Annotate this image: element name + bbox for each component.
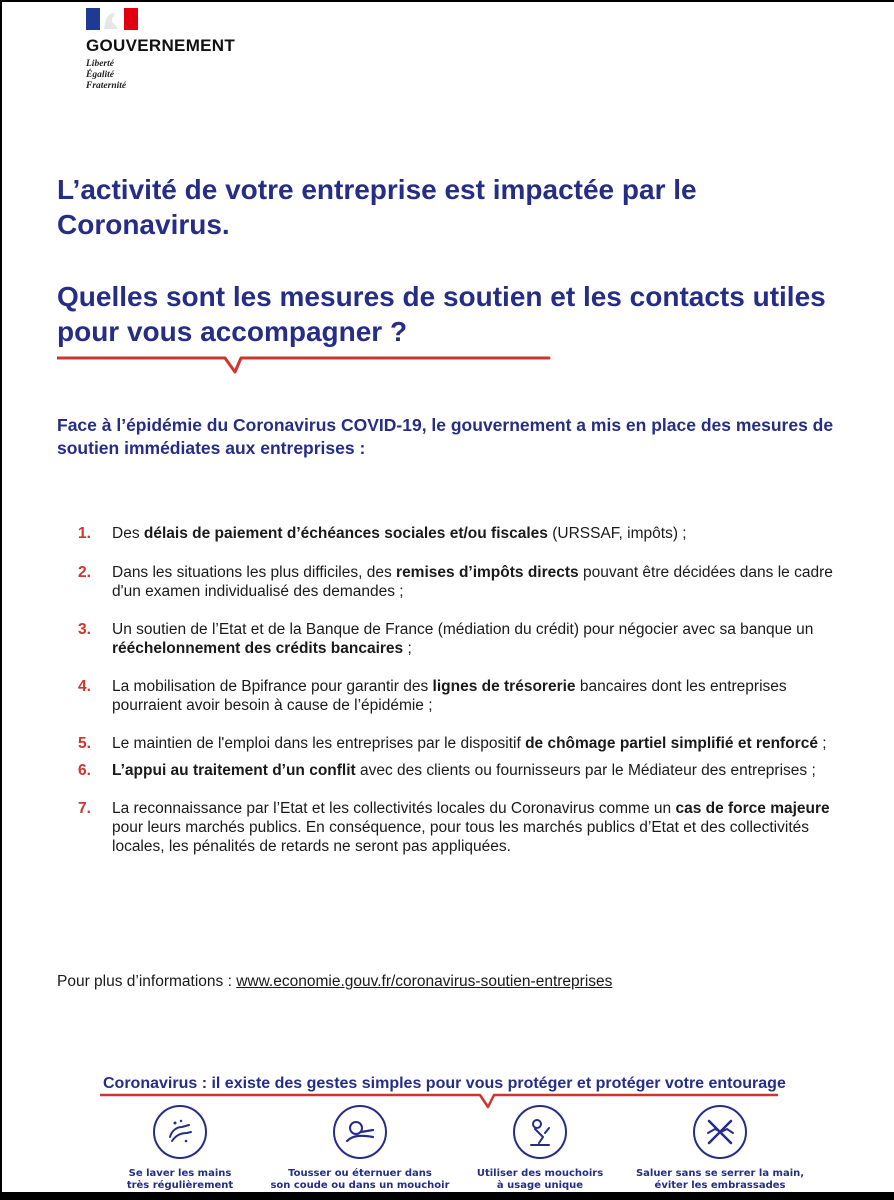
measure-text-part: ; xyxy=(817,735,827,752)
measure-number: 4. xyxy=(78,678,91,695)
title-underline xyxy=(57,355,552,377)
measures-list xyxy=(78,524,838,856)
measure-text xyxy=(112,524,838,543)
measure-number: 1. xyxy=(78,525,91,542)
measure-text-part: ; xyxy=(403,640,412,657)
measure-text-part: La mobilisation de Bpifrance pour garantir des xyxy=(112,678,433,695)
measure-number: 5. xyxy=(78,735,91,752)
intro-text: Face à l’épidémie du Coronavirus COVID-19, le gouvernement a mis en place des mesures de soutien immédiates aux entreprises : xyxy=(57,415,834,458)
gesture-hand-washing xyxy=(90,1105,270,1192)
measure-text xyxy=(112,563,838,601)
motto-egalite: Égalité xyxy=(86,70,114,80)
measure-item xyxy=(78,524,838,543)
measure-text-part: avec des clients ou fournisseurs par le Médiateur des entreprises ; xyxy=(355,762,816,779)
government-logo xyxy=(86,8,235,92)
measure-text xyxy=(112,799,838,856)
question-title: Quelles sont les mesures de soutien et les contacts utiles pour vous accompagner ? xyxy=(57,281,826,347)
measure-item xyxy=(78,620,838,658)
measure-item xyxy=(78,563,838,601)
measure-text-part: Un soutien de l’Etat et de la Banque de France (médiation du crédit) pour négocier avec sa banque un xyxy=(112,621,814,638)
gesture-tissue xyxy=(450,1105,630,1192)
frame-bottom-border xyxy=(0,1192,894,1200)
measure-emphasis: rééchelonnement des crédits bancaires xyxy=(112,640,404,657)
more-info-link[interactable]: www.economie.gouv.fr/coronavirus-soutien-entreprises xyxy=(236,973,613,990)
measure-item xyxy=(78,761,838,780)
logo-title: GOUVERNEMENT xyxy=(86,36,236,55)
gesture-no-handshake xyxy=(630,1105,810,1192)
gesture-label: Tousser ou éternuer dans son coude ou dans un mouchoir xyxy=(270,1168,450,1191)
measure-item xyxy=(78,734,838,753)
gesture-label: Utiliser des mouchoirs à usage unique xyxy=(476,1168,604,1191)
measure-item xyxy=(78,799,838,856)
gesture-elbow-cough xyxy=(270,1105,450,1192)
measure-emphasis: délais de paiement d’échéances sociales et/ou fiscales xyxy=(143,525,548,542)
measure-text-part: (URSSAF, impôts) ; xyxy=(547,525,687,542)
banner-title: Coronavirus : il existe des gestes simples pour vous protéger et protéger votre entourage xyxy=(103,1075,786,1092)
measure-text-part: pour leurs marchés publics. En conséquence, pour tous les marchés publics d’Etat et des collectivités locales, les pénalités de retards ne seront pas appliquées. xyxy=(112,819,809,855)
marianne-flag-icon xyxy=(86,8,138,30)
measure-item xyxy=(78,677,838,715)
frame-left-border xyxy=(0,0,2,1200)
measure-text-part: pouvant être décidées dans le cadre d'un examen individualisé des demandes ; xyxy=(112,564,833,600)
measure-emphasis: lignes de trésorerie xyxy=(432,678,576,695)
more-info xyxy=(57,973,612,991)
frame-top-border xyxy=(0,0,894,2)
no-handshake-icon xyxy=(693,1105,747,1159)
measure-text-part: bancaires dont les entreprises pourraient avoir besoin à cause de l’épidémie ; xyxy=(112,678,787,714)
headline: L’activité de votre entreprise est impactée par le Coronavirus. xyxy=(57,174,697,240)
gesture-label: Se laver les mains très régulièrement xyxy=(126,1168,234,1191)
motto-liberte: Liberté xyxy=(86,59,114,69)
measure-text xyxy=(112,677,838,715)
measure-text-part: Dans les situations les plus difficiles, des xyxy=(112,564,397,581)
measure-text xyxy=(112,734,838,753)
measure-number: 3. xyxy=(78,621,91,638)
measure-emphasis: cas de force majeure xyxy=(675,800,830,817)
measure-text-part: La reconnaissance par l’Etat et les collectivités locales du Coronavirus comme un xyxy=(112,800,676,817)
measure-emphasis: remises d’impôts directs xyxy=(396,564,579,581)
measure-number: 7. xyxy=(78,800,91,817)
measure-text xyxy=(112,620,838,658)
measure-text-part: Le maintien de l'emploi dans les entreprises par le dispositif xyxy=(112,735,526,752)
hand-washing-icon xyxy=(153,1105,207,1159)
gesture-label: Saluer sans se serrer la main, éviter les embrassades xyxy=(635,1168,805,1191)
measure-number: 2. xyxy=(78,564,91,581)
measure-text xyxy=(112,761,838,780)
motto-fraternite: Fraternité xyxy=(86,81,127,91)
motto xyxy=(86,59,235,92)
more-info-label: Pour plus d’informations : xyxy=(57,973,237,990)
measure-emphasis: de chômage partiel simplifié et renforcé xyxy=(525,735,818,752)
tissue-icon xyxy=(513,1105,567,1159)
measure-text-part: Des xyxy=(112,525,144,542)
measure-number: 6. xyxy=(78,762,91,779)
gestures-row xyxy=(90,1105,810,1192)
measure-emphasis: L’appui au traitement d’un conflit xyxy=(112,762,356,779)
elbow-cough-icon xyxy=(333,1105,387,1159)
